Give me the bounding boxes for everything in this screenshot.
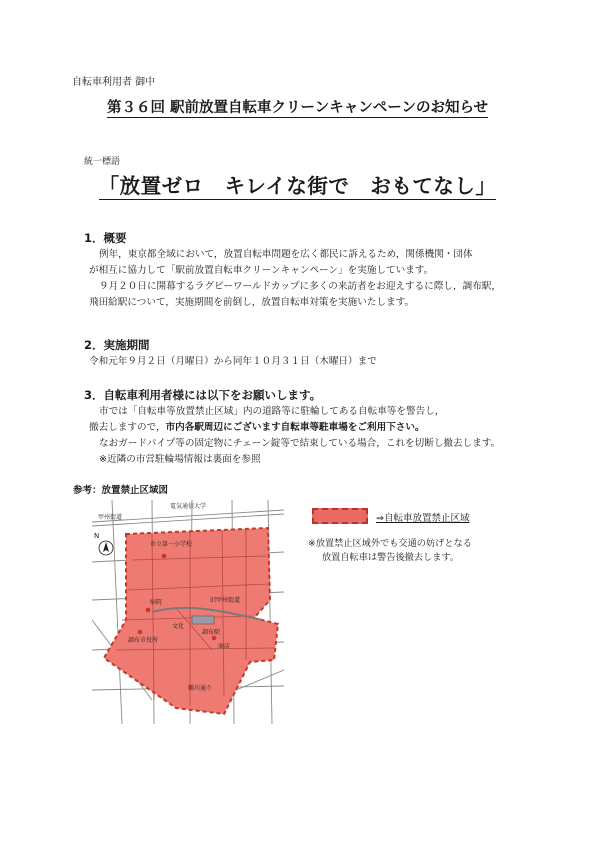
map-label-city-hall: 調布市役所 (128, 637, 159, 644)
document-title (0, 96, 595, 117)
map-label-shop: 商店 (218, 643, 231, 650)
slogan-label: 統一標語 (84, 157, 121, 167)
section3-line: 市では「自転車等放置禁止区域」内の道路等に駐輪してある自転車等を警告し， (99, 406, 445, 417)
zone-legend-swatch (312, 508, 368, 524)
hospital-marker (146, 608, 151, 613)
map-label-road: 鶴川通り (188, 685, 213, 692)
zone-legend-label: ⇒自転車放置禁止区域 (376, 513, 470, 524)
station-marker (192, 616, 214, 624)
section3-line (89, 420, 425, 436)
section2-heading: 2．実施期間 (84, 338, 150, 352)
parking-request: 市内各駅周辺にございます自転車等駐車場をご利用下さい。 (165, 422, 425, 433)
section1-heading: 1．概要 (84, 231, 127, 245)
section3-line-a: 撤去しますので， (89, 422, 166, 433)
slogan-text: 「放置ゼロ キレイな街で おもてなし」 (98, 174, 497, 198)
map-label-koshu: 甲州街道 (98, 514, 123, 521)
section1-line: ９月２０日に開幕するラグビーワールドカップに多くの来訪者をお迎えするに際し，調布駅， (99, 281, 501, 292)
title-text: 第３６回 駅前放置自転車クリーンキャンペーンのお知らせ (106, 100, 489, 116)
north-arrow-icon (99, 541, 113, 555)
map-label-school: 市立第一小学校 (150, 541, 193, 548)
shop-marker (212, 636, 217, 641)
zone-note-line: 放置自転車は警告後撤去します。 (322, 552, 460, 563)
section1-line: 例年，東京都全域において，放置自転車問題を広く都民に訴えるため，関係機関・団体 (99, 249, 473, 260)
section1-line: 飛田給駅について，実施期間を前倒し，放置自転車対策を実施いたします。 (89, 297, 415, 308)
city-hall-marker (138, 630, 143, 635)
map-label-univ: 電気通信大学 (170, 503, 207, 510)
period-text: 令和元年９月２日（月曜日）から同年１０月３１日（木曜日）まで (89, 356, 377, 367)
section1-line: が相互に協力して「駅前放置自転車クリーンキャンペーン」を実施しています。 (89, 265, 434, 276)
map-label-old-koshu: 旧甲州街道 (210, 597, 241, 604)
school-marker (162, 554, 167, 559)
map-label-hospital: 病院 (150, 599, 163, 606)
reference-heading: 参考：放置禁止区域図 (73, 485, 169, 496)
map-label-station: 調布駅 (202, 629, 221, 636)
section3-heading: 3．自転車利用者様には以下をお願いします。 (84, 388, 322, 402)
map-label-bunka: 文化 (172, 623, 185, 630)
addressee: 自転車利用者 御中 (72, 77, 156, 88)
zone-note-line: ※放置禁止区域外でも交通の妨げとなる (308, 538, 472, 549)
slogan (0, 169, 595, 199)
map-label-north: N (94, 532, 100, 540)
section3-line: なおガードパイプ等の固定物にチェーン錠等で結束している場合，これを切断し撤去します。 (99, 438, 501, 449)
prohibited-zone-map (92, 500, 284, 724)
section3-note: ※近隣の市営駐輪場情報は裏面を参照 (99, 454, 261, 465)
